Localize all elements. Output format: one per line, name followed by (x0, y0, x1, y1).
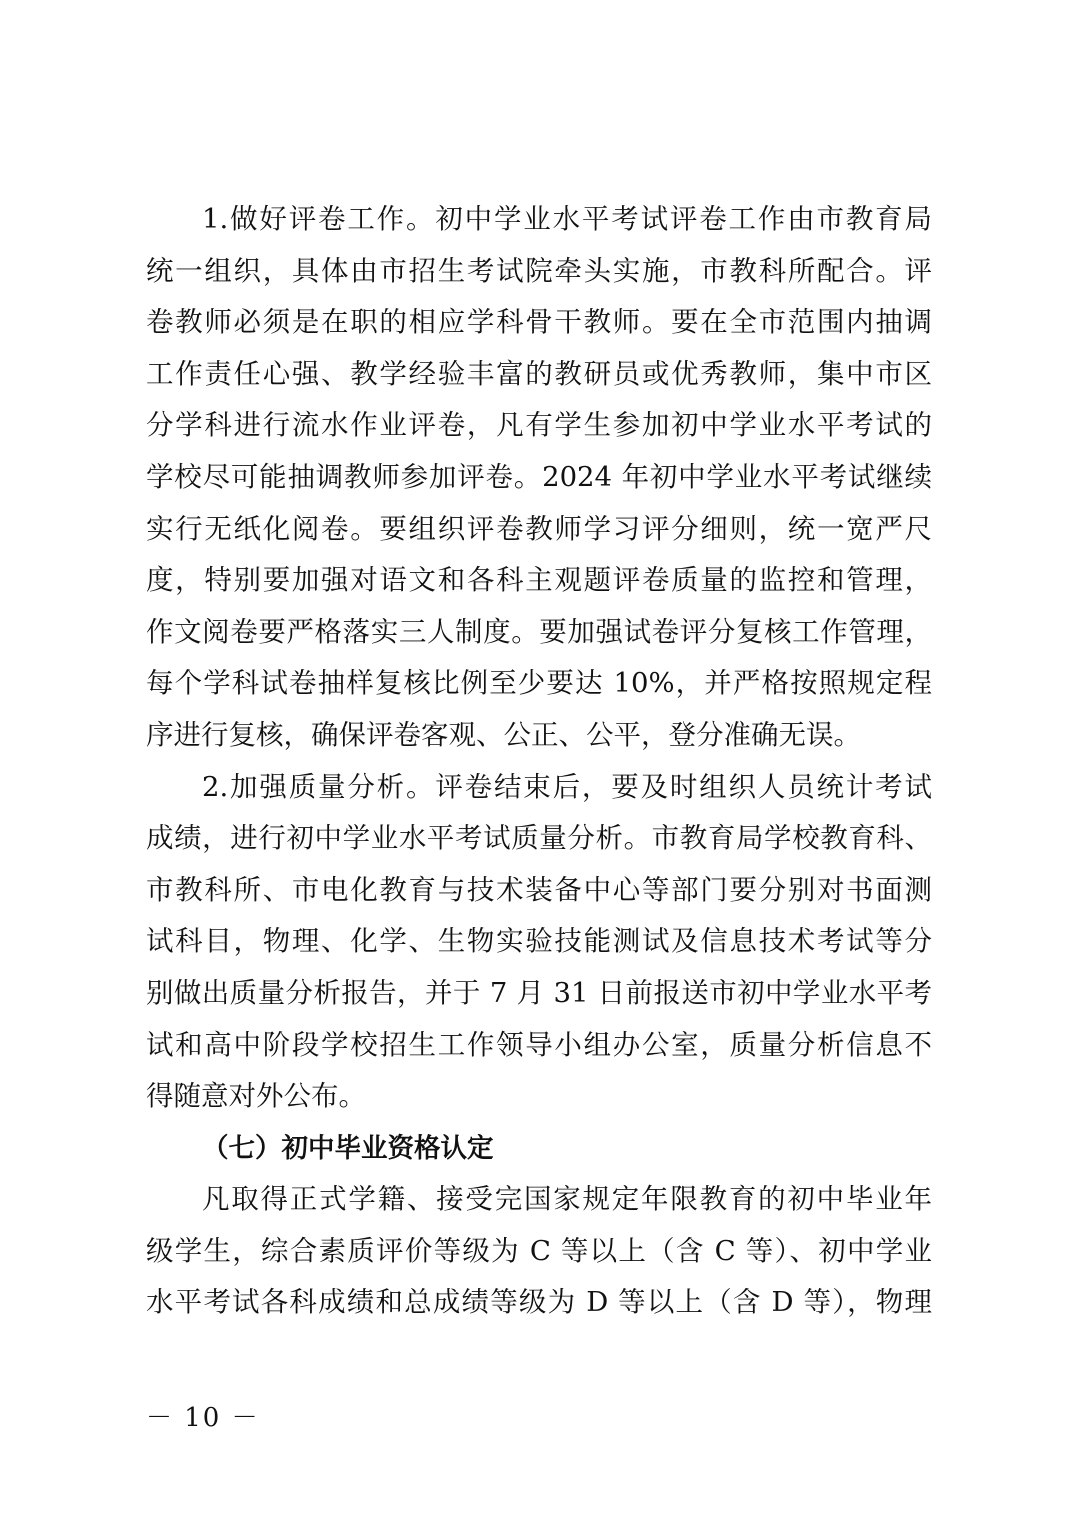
paragraph-3-line: 级学生，综合素质评价等级为 C 等以上（含 C 等）、初中学业 (146, 1234, 932, 1267)
paragraph-1-line: 1.做好评卷工作。初中学业水平考试评卷工作由市教育局 (202, 203, 932, 235)
paragraph-2-line: 市教科所、市电化教育与技术装备中心等部门要分别对书面测 (146, 873, 932, 906)
page-number: － 10 － (146, 1403, 260, 1433)
paragraph-2-line: 试科目，物理、化学、生物实验技能测试及信息技术考试等分 (146, 925, 932, 958)
body-text (146, 194, 932, 1329)
section-heading: （七）初中毕业资格认定 (202, 1132, 494, 1164)
paragraph-2-last-line: 得随意对外公布。 (146, 1080, 366, 1113)
paragraph-1-line: 实行无纸化阅卷。要组织评卷教师学习评分细则，统一宽严尺 (146, 512, 932, 545)
paragraph-3-line: 凡取得正式学籍、接受完国家规定年限教育的初中毕业年 (202, 1183, 932, 1216)
paragraph-1-line: 度，特别要加强对语文和各科主观题评卷质量的监控和管理， (146, 564, 932, 597)
paragraph-2-line: 别做出质量分析报告，并于 7 月 31 日前报送市初中学业水平考 (146, 976, 932, 1009)
paragraph-2-line: 试和高中阶段学校招生工作领导小组办公室，质量分析信息不 (146, 1028, 932, 1061)
paragraph-2-line: 成绩，进行初中学业水平考试质量分析。市教育局学校教育科、 (146, 822, 932, 855)
paragraph-2-line: 2.加强质量分析。评卷结束后，要及时组织人员统计考试 (202, 770, 932, 803)
paragraph-1-line: 每个学科试卷抽样复核比例至少要达 10%，并严格按照规定程 (146, 667, 932, 700)
paragraph-1-line: 卷教师必须是在职的相应学科骨干教师。要在全市范围内抽调 (146, 306, 932, 339)
paragraph-1-line: 作文阅卷要严格落实三人制度。要加强试卷评分复核工作管理， (146, 615, 932, 648)
paragraph-1-line: 分学科进行流水作业评卷，凡有学生参加初中学业水平考试的 (146, 409, 932, 442)
paragraph-1-line: 学校尽可能抽调教师参加评卷。2024 年初中学业水平考试继续 (146, 460, 932, 493)
paragraph-3-line: 水平考试各科成绩和总成绩等级为 D 等以上（含 D 等），物理 (146, 1286, 932, 1319)
paragraph-1-last-line: 序进行复核，确保评卷客观、公正、公平，登分准确无误。 (146, 718, 861, 751)
paragraph-1-line: 统一组织，具体由市招生考试院牵头实施，市教科所配合。评 (146, 254, 932, 287)
paragraph-1-line: 工作责任心强、教学经验丰富的教研员或优秀教师，集中市区 (146, 357, 932, 390)
